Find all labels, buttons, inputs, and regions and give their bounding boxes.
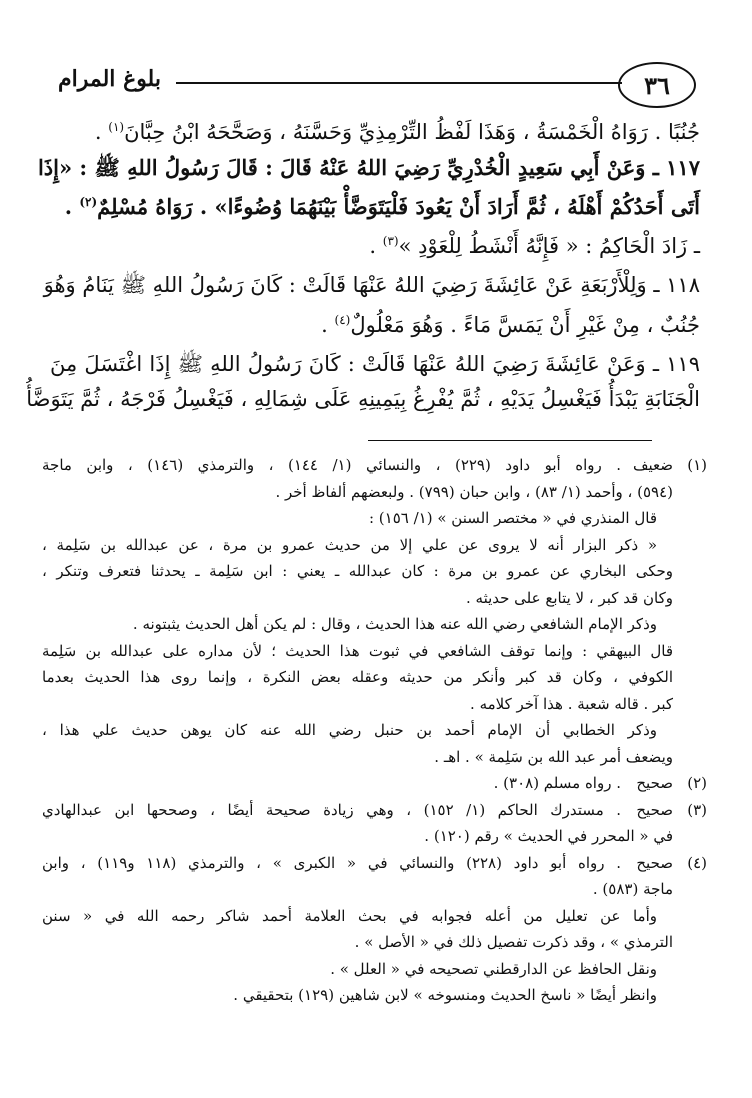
page-number: ٣٦ [618,62,696,108]
footnote-line: ونقل الحافظ عن الدارقطني تصحيحه في « العلل » . [330,959,657,978]
footnote-text: . رواه أبو داود (٢٢٩) ، والنسائي (١/ ١٤٤) ، والترمذي (١٤٦) ، وابن ماجة [42,456,621,474]
footnote-number: (٢) [687,774,707,792]
footnote-line: وحكى البخاري عن عمرو بن مرة : كان عبدالله ـ يعني : ابن سَلِمة ـ يحدثنا فتعرف وتنكر ، [42,562,673,580]
footnote-line: (٥٩٤) ، وأحمد (١/ ٨٣) ، وابن حبان (٧٩٩) . ولبعضهم ألفاظ أخر . [275,482,673,501]
footnote-line: « ذكر البزار أنه لا يروى عن علي إلا من حديث عمرو بن مرة ، عن عبدالله بن سَلِمة ، [42,535,657,554]
grade-label: ضعيف [632,456,673,474]
grade-label: صحيح [636,800,673,819]
footnote-line: وذكر الخطابي أن الإمام أحمد بن حنبل رضي الله عنه كان يوهن حديث علي هذا ، [42,721,657,739]
footnote-line: كبر . قاله شعبة . هذا آخر كلامه . [470,694,673,713]
footnote-2 [42,770,707,797]
grade-label: صحيح [636,774,673,792]
hadith-118: ١١٨ ـ وَلِلْأَرْبَعَةِ عَنْ عَائِشَةَ رَضِيَ اللهُ عَنْهَا قَالَتْ : كَانَ رَسُولُ اللهِ ﷺ يَنَامُ وَهُوَ [43,273,700,297]
line-text: أَتَى أَحَدُكُمْ أَهْلَهُ ، ثُمَّ أَرَادَ أَنْ يَعُودَ فَلْيَتَوَضَّأْ بَيْنَهُمَا وُضُوءًا» . رَوَاهُ مُسْلِمٌ [97,194,700,219]
line-text: جُنُبٌ ، مِنْ غَيْرِ أَنْ يَمَسَّ مَاءً . وَهُوَ مَعْلُولٌ [350,313,700,337]
footnote-number: (٤) [687,853,707,872]
hadith-117: ١١٧ ـ وَعَنْ أَبِي سَعِيدٍ الْخُدْرِيِّ رَضِيَ اللهُ عَنْهُ قَالَ : قَالَ رَسُولُ اللهِ ﷺ : «إِذَا [37,155,700,180]
footnote-text: . رواه أبو داود (٢٢٨) والنسائي في « الكبرى » ، والترمذي (١١٨ و١١٩) ، وابن [42,853,621,872]
footnote-number: (٣) [687,800,707,819]
footnote-number: (١) [687,456,707,474]
footnote-line: في « المحرر في الحديث » رقم (١٢٠) . [424,827,673,845]
footnote-line: وأما عن تعليل من أعله فجوابه في بحث العلامة أحمد شاكر رحمه الله في « سنن [42,906,657,925]
footnote-line: الترمذي » ، وقد ذكرت تفصيل ذلك في « الأصل » . [354,933,673,951]
footnote-mark: (١) [108,120,125,134]
footnote-text: . مستدرك الحاكم (١/ ١٥٢) ، وهي زيادة صحيحة أيضًا ، وصححها ابن عبدالهادي [42,800,622,819]
footnote-line: ويضعف أمر عبد الله بن سَلِمة » . اهـ . [434,747,673,766]
grade-label: صحيح [636,853,673,872]
footnote-4 [42,850,707,877]
footnote-text: . رواه مسلم (٣٠٨) . [493,774,621,792]
footnote-mark: (٤) [334,313,351,327]
footnote-separator [368,440,652,441]
footnote-line: الكوفي ، وكان قد كبر وأنكر من حديثه وعقله بعض النكرة ، وإنما روى هذا الحديث بعدما [42,668,673,686]
footnote-line: قال المنذري في « مختصر السنن » (١/ ١٥٦) : [368,509,657,527]
footnote-line: قال البيهقي : وإنما توقف الشافعي في ثبوت هذا الحديث ؛ لأن مداره على عبدالله بن سَلِمة [42,641,673,660]
text-line: جُنُبًا . رَوَاهُ الْخَمْسَةُ ، وَهَذَا لَفْظُ التِّرْمِذِيِّ وَحَسَّنَهُ ، وَصَحَّحَهُ ابْنُ حِبَّانَ$^{(١)}$ . [94,120,700,144]
footnote-mark: (٢) [79,195,98,209]
page-header [58,52,696,112]
text-line: أَتَى أَحَدُكُمْ أَهْلَهُ ، ثُمَّ أَرَادَ أَنْ يَعُودَ فَلْيَتَوَضَّأْ بَيْنَهُمَا وُضُوءًا» . رَوَاهُ مُسْلِمٌ$^{(٢)}$ . [64,194,700,219]
line-text: ـ زَادَ الْحَاكِمُ : « فَإِنَّهُ أَنْشَطُ لِلْعَوْدِ » [398,234,700,258]
text-line: الْجَنَابَةِ يَبْدَأُ فَيَغْسِلُ يَدَيْهِ ، ثُمَّ يُفْرِغُ بِيَمِينِهِ عَلَى شِمَالِهِ ، فَيَغْسِلُ فَرْجَهُ ، ثُمَّ يَتَوَضَّأُ [26,387,700,411]
main-text [26,110,700,417]
footnote-3 [42,797,707,824]
footnotes [42,452,707,1009]
footnote-line: وانظر أيضًا « ناسخ الحديث ومنسوخه » لابن شاهين (١٢٩) بتحقيقي . [233,986,657,1004]
footnote-line: وكان قد كبر ، لا يتابع على حديثه . [465,588,673,607]
text-line: جُنُبٌ ، مِنْ غَيْرِ أَنْ يَمَسَّ مَاءً . وَهُوَ مَعْلُولٌ$^{(٤)}$ . [321,313,700,337]
header-rule [176,82,622,84]
footnote-mark: (٣) [382,234,399,248]
footnote-line: ماجة (٥٨٣) . [592,880,673,898]
text-line: ـ زَادَ الْحَاكِمُ : « فَإِنَّهُ أَنْشَطُ لِلْعَوْدِ »$^{(٣)}$ . [369,234,700,258]
book-title: بلوغ المرام [58,66,161,92]
footnote-1 [42,452,707,479]
footnote-line: وذكر الإمام الشافعي رضي الله عنه هذا الحديث ، وقال : لم يكن أهل الحديث يثبتونه . [132,615,657,633]
hadith-119: ١١٩ ـ وَعَنْ عَائِشَةَ رَضِيَ اللهُ عَنْهَا قَالَتْ : كَانَ رَسُولُ اللهِ ﷺ إِذَا اغْتَسَلَ مِنَ [50,352,700,376]
line-text: جُنُبًا . رَوَاهُ الْخَمْسَةُ ، وَهَذَا لَفْظُ التِّرْمِذِيِّ وَحَسَّنَهُ ، وَصَحَّحَهُ ابْنُ حِبَّانَ [124,120,700,144]
